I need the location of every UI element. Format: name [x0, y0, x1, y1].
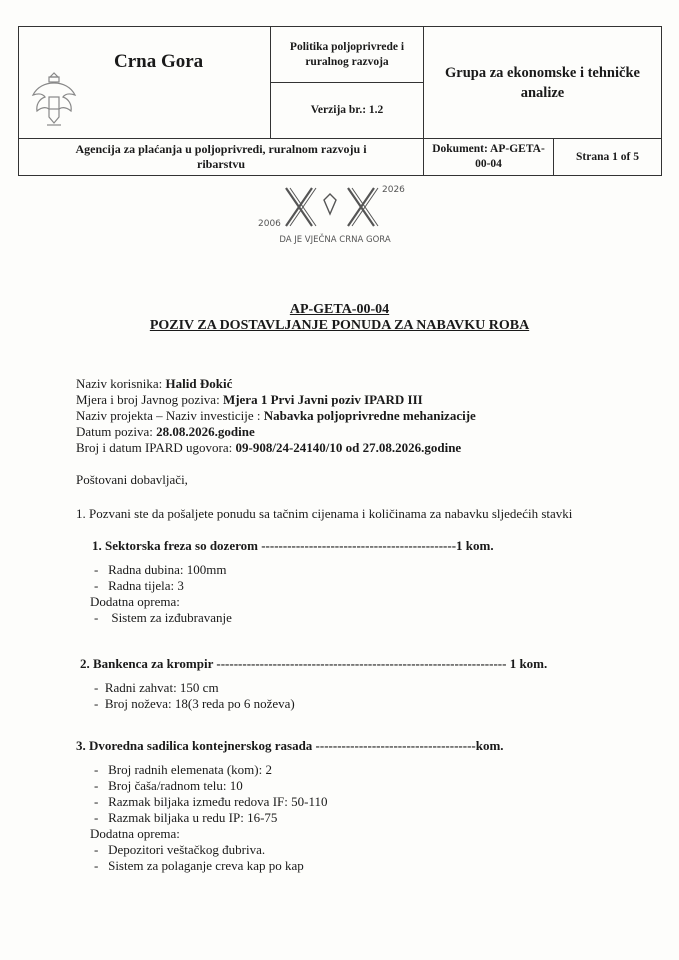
logo-motto: DA JE VJEČNA CRNA GORA — [279, 235, 391, 245]
logo-year-start: 2006 — [258, 219, 281, 229]
item-2-heading: 2. Bankenca za krompir ------------------------------------------------------------------- 1 kom. — [80, 656, 548, 671]
page-cell — [554, 139, 661, 175]
info-user: Naziv korisnika: Halid Đokić — [76, 376, 233, 391]
version-cell — [271, 83, 424, 139]
document-line-1: Dokument: AP-GETA- — [432, 143, 545, 155]
policy-cell — [271, 27, 424, 83]
page-number: Strana 1 of 5 — [576, 150, 639, 163]
item-1-heading: 1. Sektorska freza so dozerom ---------------------------------------------1 kom. — [92, 538, 494, 553]
item-3-spec-4: - Razmak biljaka u redu IP: 16-75 — [94, 810, 278, 825]
anniversary-logo — [250, 182, 420, 248]
agency-cell — [19, 139, 424, 175]
logo-year-end: 2026 — [382, 185, 405, 195]
item-2-spec-2: - Broj noževa: 18(3 reda po 6 noževa) — [94, 696, 295, 711]
document-heading: POZIV ZA DOSTAVLJANJE PONUDA ZA NABAVKU ROBA — [149, 318, 530, 333]
header-table — [18, 26, 662, 176]
anniversary-emblem-icon — [250, 182, 420, 248]
document-line-2: 00-04 — [475, 158, 502, 170]
info-date: Datum poziva: 28.08.2026.godine — [76, 424, 255, 439]
info-contract: Broj i datum IPARD ugovora: 09-908/24-24140/10 od 27.08.2026.godine — [76, 440, 462, 455]
policy-line-2: ruralnog razvoja — [305, 55, 389, 68]
item-1-extra-label: Dodatna oprema: — [90, 594, 180, 609]
item-3-spec-1: - Broj radnih elemenata (kom): 2 — [94, 762, 272, 777]
agency-line-1: Agencija za plaćanja u poljoprivredi, ruralnom razvoju i — [75, 142, 367, 156]
item-3-extra-2: - Sistem za polaganje creva kap po kap — [94, 858, 304, 873]
item-3-extra-1: - Depozitori veštačkog đubriva. — [94, 842, 266, 857]
group-cell — [424, 27, 661, 139]
item-3-heading: 3. Dvoredna sadilica kontejnerskog rasada -------------------------------------kom. — [76, 738, 504, 753]
coat-of-arms-icon — [27, 67, 81, 129]
item-3-spec-3: - Razmak biljaka između redova IF: 50-110 — [94, 794, 328, 809]
version-text: Verzija br.: 1.2 — [310, 104, 384, 116]
info-project: Naziv projekta – Naziv investicije : Nabavka poljoprivredne mehanizacije — [76, 408, 476, 423]
group-line-2: analize — [520, 84, 565, 101]
document-code: AP-GETA-00-04 — [289, 302, 390, 317]
greeting: Poštovani dobavljači, — [76, 472, 188, 487]
document-cell — [424, 139, 554, 175]
item-3-extra-label: Dodatna oprema: — [90, 826, 180, 841]
country-cell — [19, 27, 271, 139]
agency-line-2: ribarstvu — [197, 157, 245, 171]
policy-line-1: Politika poljoprivrede i — [289, 40, 405, 53]
item-3-spec-2: - Broj čaša/radnom telu: 10 — [94, 778, 243, 793]
info-measure: Mjera i broj Javnog poziva: Mjera 1 Prvi Javni poziv IPARD III — [76, 392, 423, 407]
item-1-spec-2: - Radna tijela: 3 — [94, 578, 184, 593]
group-line-1: Grupa za ekonomske i tehničke — [445, 64, 640, 81]
country-name: Crna Gora — [114, 51, 204, 72]
item-2-spec-1: - Radni zahvat: 150 cm — [94, 680, 219, 695]
item-1-spec-1: - Radna dubina: 100mm — [94, 562, 227, 577]
item-1-extra-1: - Sistem za izđubravanje — [94, 610, 232, 625]
intro-paragraph: 1. Pozvani ste da pošaljete ponudu sa tačnim cijenama i količinama za nabavku sljedećih stavki — [76, 506, 573, 521]
